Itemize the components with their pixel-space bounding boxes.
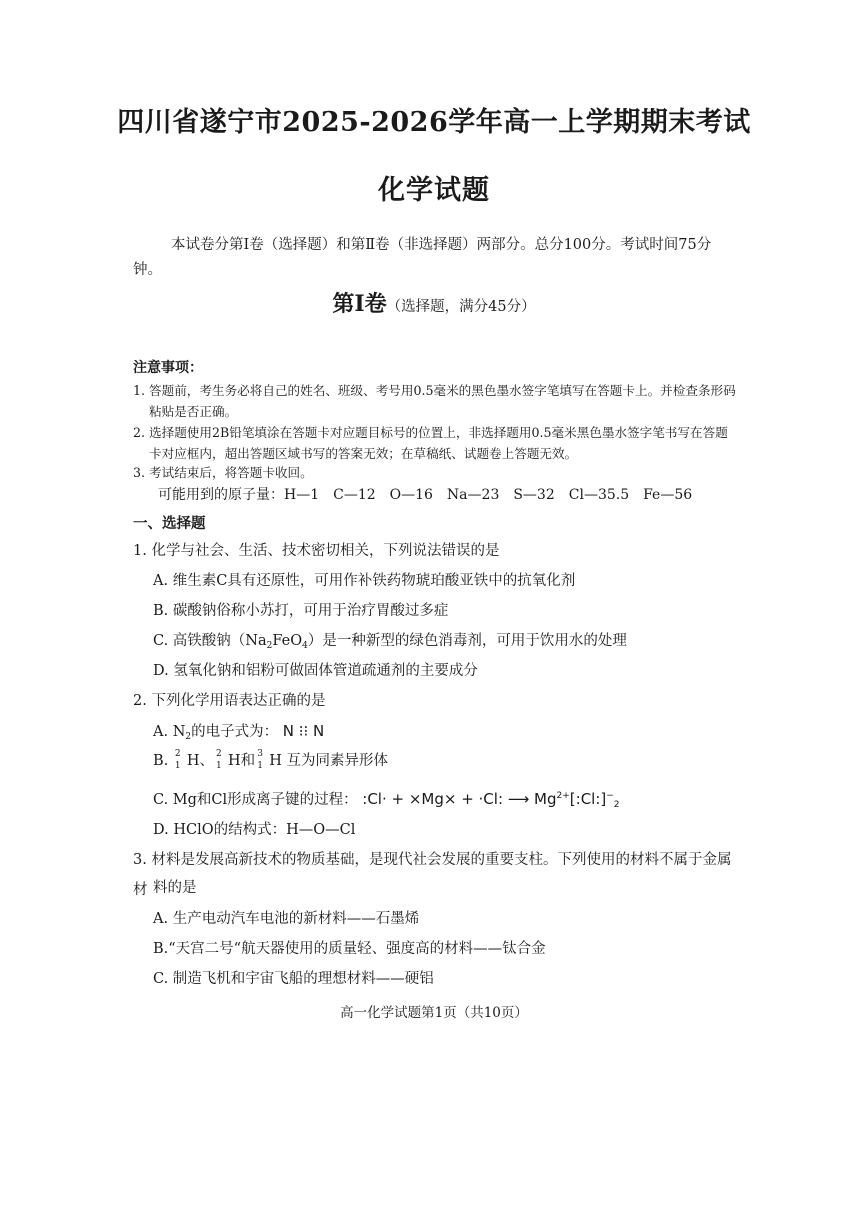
volume-heading bbox=[0, 287, 868, 318]
chloride-ion: [:Cl:] bbox=[569, 790, 607, 808]
notice-text: 考试结束后，将答题卡收回。 bbox=[149, 465, 313, 480]
question-1-stem: 1. 化学与社会、生活、技术密切相关，下列说法错误的是 bbox=[133, 543, 500, 559]
atomic-masses: 可能用到的原子量：H—1 C—12 O—16 Na—23 S—32 Cl—35.5 Fe—56 bbox=[158, 487, 693, 503]
isotope-symbol: H bbox=[269, 753, 282, 769]
isotope-symbol: H bbox=[186, 753, 200, 769]
n2-electron-formula: N ⁝⁝ N bbox=[282, 722, 325, 740]
q1-c-text-pre: C. 高铁酸钠（Na bbox=[153, 633, 267, 649]
notice-item bbox=[133, 422, 738, 464]
mass-number: 2 bbox=[174, 749, 181, 759]
q2-a-text-post: 的电子式为： bbox=[191, 724, 279, 740]
q2-option-d: D. HClO的结构式：H—O—Cl bbox=[153, 822, 356, 838]
exam-subtitle: 化学试题 bbox=[378, 175, 490, 206]
question-2-stem: 2. 下列化学用语表达正确的是 bbox=[133, 693, 326, 709]
atomic-number: 1 bbox=[216, 761, 222, 771]
notice-text: 答题前，考生务必将自己的姓名、班级、考号用0.5毫米的黑色墨水签字笔填写在答题卡上。并检查条形码粘贴是否正确。 bbox=[149, 383, 736, 419]
q1-c-text-post: ）是一种新型的绿色消毒剂，可用于饮用水的处理 bbox=[307, 633, 627, 649]
q1-option-b: B. 碳酸钠俗称小苏打，可用于治疗胃酸过多症 bbox=[153, 603, 449, 619]
q2-b-text-pre: B. bbox=[153, 753, 169, 769]
page-footer: 高一化学试题第1页（共10页） bbox=[340, 1005, 528, 1021]
q1-c-sub2: 4 bbox=[302, 641, 308, 651]
notice-item bbox=[133, 380, 738, 422]
q1-option-d: D. 氢氧化钠和铝粉可做固体管道疏通剂的主要成分 bbox=[153, 663, 478, 679]
q3-option-b: B.“天宫二号“航天器使用的质量轻、强度高的材料——钛合金 bbox=[153, 941, 546, 957]
q1-c-sub1: 2 bbox=[266, 641, 273, 651]
question-3-stem-cont: 料的是 bbox=[153, 880, 197, 896]
isotope-notation bbox=[173, 749, 187, 771]
notice-number: 3. bbox=[133, 465, 146, 480]
volume-note: （选择题，满分45分） bbox=[386, 299, 536, 315]
q1-option-a: A. 维生素C具有还原性，可用作补铁药物琥珀酸亚铁中的抗氧化剂 bbox=[153, 573, 576, 589]
question-3-stem: 3. 材料是发展高新技术的物质基础，是现代社会发展的重要支柱。下列使用的材料不属于金属材 bbox=[133, 852, 732, 898]
notice-item bbox=[133, 462, 738, 483]
q1-c-text-mid: FeO bbox=[272, 633, 303, 649]
q2-a-sub: 2 bbox=[185, 732, 192, 742]
isotope-notation bbox=[255, 749, 269, 771]
q2-option-b: B. 2 1 H、 2 1 H和 3 1 H 互为同素异形体 bbox=[153, 749, 388, 771]
isotope-symbol: H和 bbox=[228, 753, 256, 769]
ion-charge: − bbox=[606, 791, 614, 801]
q3-option-c: C. 制造飞机和宇宙飞船的理想材料——硬铝 bbox=[153, 971, 434, 987]
q2-c-text-pre: C. Mg和Cl形成离子键的过程： bbox=[153, 792, 358, 808]
atomic-number: 1 bbox=[174, 761, 181, 771]
mass-number: 2 bbox=[216, 749, 222, 759]
mass-number: 3 bbox=[257, 749, 263, 759]
q3-option-a: A. 生产电动汽车电池的新材料——石墨烯 bbox=[153, 911, 420, 927]
exam-title: 四川省遂宁市2025-2026学年高一上学期期末考试 bbox=[117, 107, 751, 138]
notice-text: 选择题使用2B铅笔填涂在答题卡对应题目标号的位置上，非选择题用0.5毫米黑色墨水签字笔书写在答题卡对应框内，超出答题区域书写的答案无效；在草稿纸、试题卷上答题无效。 bbox=[149, 425, 728, 461]
volume-label: 第Ⅰ卷 bbox=[332, 291, 387, 317]
q2-b-text-post: 互为同素异形体 bbox=[286, 753, 388, 769]
atomic-number: 1 bbox=[257, 761, 263, 771]
isotope-notation bbox=[214, 749, 228, 771]
ion-charge: 2+ bbox=[556, 791, 570, 801]
intro-paragraph: 本试卷分第Ⅰ卷（选择题）和第Ⅱ卷（非选择题）两部分。总分100分。考试时间75分钟。 bbox=[133, 237, 712, 278]
ion-count: 2 bbox=[613, 800, 620, 810]
notice-number: 2. bbox=[133, 425, 146, 440]
formation-reactants: :Cl· + ×Mg× + ·Cl: ⟶ Mg bbox=[362, 790, 557, 808]
q2-a-text-pre: A. N bbox=[153, 724, 186, 740]
notice-number: 1. bbox=[133, 383, 146, 398]
section-heading: 一、选择题 bbox=[133, 516, 206, 532]
notice-heading: 注意事项： bbox=[133, 360, 203, 376]
mgcl2-formation-formula bbox=[362, 790, 619, 808]
